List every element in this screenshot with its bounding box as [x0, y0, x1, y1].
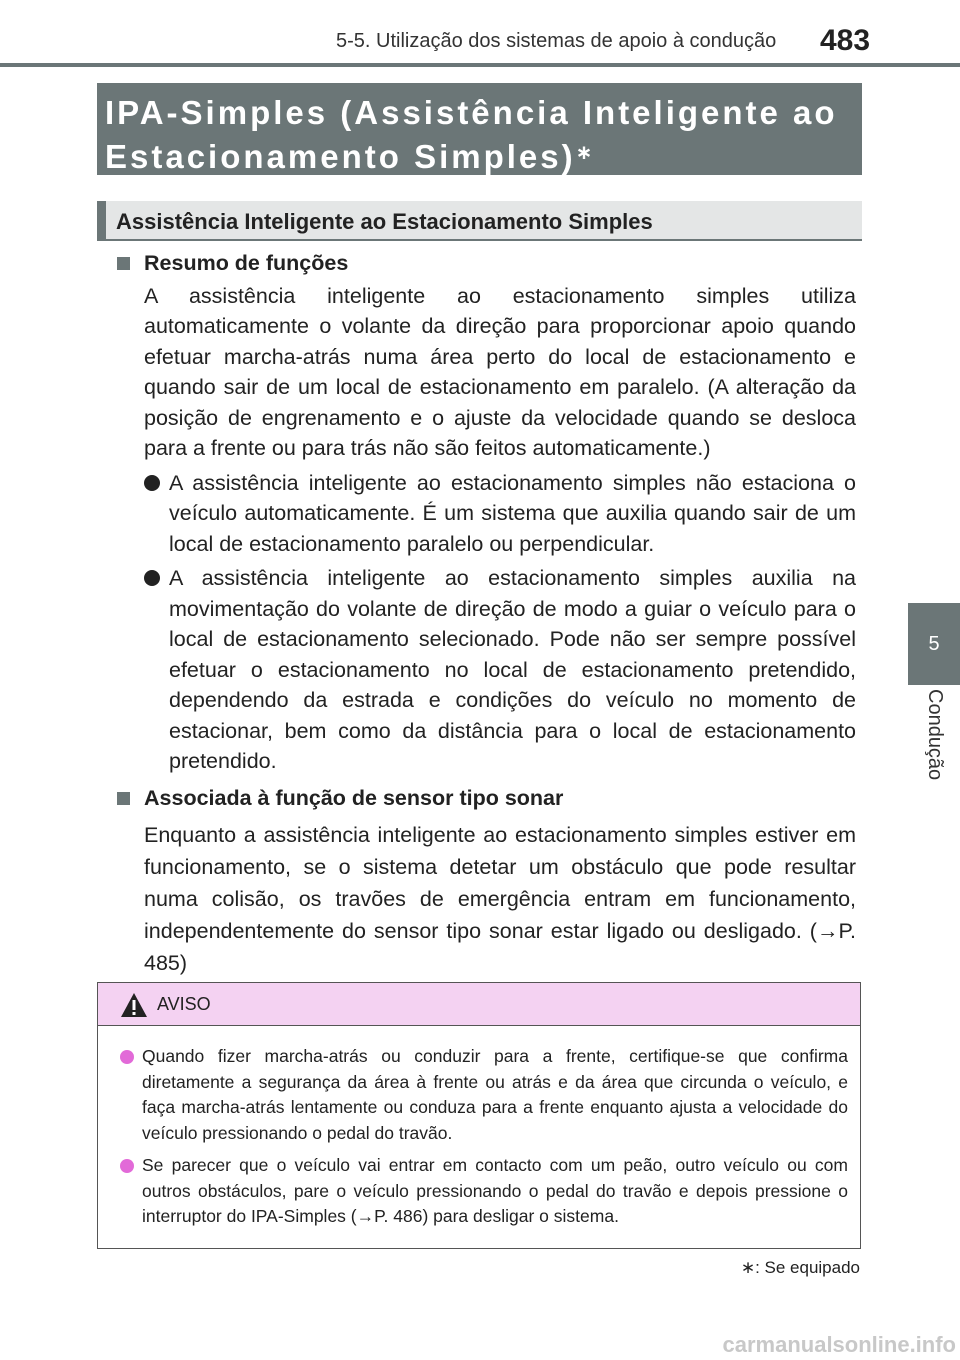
- warning-item: [120, 1044, 848, 1146]
- bullet-item: [144, 563, 856, 777]
- footnote: ∗: Se equipado: [740, 1258, 860, 1277]
- main-title-box: [97, 83, 862, 175]
- circle-bullet-icon: [144, 570, 160, 586]
- warning-item-text: Quando fizer marcha-atrás ou conduzir para a frente, certifique-se que confirma diretamente a segurança da área à frente ou atrás e da área que circunda o veículo, e faça marcha-atrás lentamente ou conduza para a frente enquanto ajusta a velocidade do veículo pressionando o pedal do travão.: [142, 1046, 848, 1143]
- main-title-text: IPA-Simples (Assistência Inteligente ao Estacionamento Simples): [105, 94, 838, 175]
- warning-item-text: Se parecer que o veículo vai entrar em contacto com um peão, outro veículo ou com outros obstáculos, pare o veículo pressionando o pedal do travão e depois pressione o interruptor do IPA-Simples (→P. 486) para desligar o sistema.: [142, 1155, 848, 1226]
- section-title: 5-5. Utilização dos sistemas de apoio à condução: [336, 30, 777, 52]
- pink-bullet-icon: [120, 1159, 134, 1173]
- heading-sonar: [117, 783, 856, 814]
- square-bullet-icon: [117, 257, 130, 270]
- page-number: 483: [820, 24, 871, 57]
- heading-sonar-text: Associada à função de sensor tipo sonar: [144, 785, 564, 810]
- page-header: [0, 0, 960, 70]
- bullet-item: [144, 468, 856, 560]
- heading-summary-text: Resumo de funções: [144, 251, 349, 275]
- chapter-tab-number[interactable]: 5: [908, 603, 960, 685]
- summary-paragraph: A assistência inteligente ao estacionamento simples utiliza automaticamente o volante da direção para proporcionar apoio quando efetuar marcha-atrás numa área perto do local de estacionamento e quando sair de um local de estacionamento em paralelo. (A alteração da posição de engrenamento e o ajuste da velocidade quando se desloca para a frente ou para trás não são feitos automaticamente.): [144, 283, 856, 460]
- heading-summary: [117, 248, 856, 279]
- sonar-paragraph: Enquanto a assistência inteligente ao estacionamento simples estiver em funcionamento, se o sistema detetar um obstáculo que pode resultar numa colisão, os travões de emergência entram em funcionamento, independentemente do sensor tipo sonar estar ligado ou desligado. (→P. 485): [144, 823, 856, 975]
- chapter-tab-label: [908, 689, 960, 889]
- chapter-tab-label-text: Condução: [924, 689, 946, 781]
- subsection-heading-text: Assistência Inteligente ao Estacionamento Simples: [116, 209, 653, 234]
- warning-header: [98, 983, 860, 1026]
- watermark: carmanualsonline.info: [722, 1332, 956, 1357]
- warning-triangle-icon: [120, 992, 148, 1018]
- pink-bullet-icon: [120, 1050, 134, 1064]
- warning-body: [120, 1044, 848, 1237]
- warning-box: [97, 982, 861, 1249]
- main-content: [117, 248, 856, 979]
- equipped-mark: ∗: [575, 142, 596, 164]
- warning-item: [120, 1153, 848, 1230]
- subsection-heading: [97, 201, 862, 241]
- main-title: [105, 91, 862, 179]
- header-divider: [0, 63, 960, 67]
- square-bullet-icon: [117, 792, 130, 805]
- warning-label: AVISO: [157, 994, 211, 1014]
- circle-bullet-icon: [144, 475, 160, 491]
- bullet-text: A assistência inteligente ao estacionamento simples auxilia na movimentação do volante de direção de modo a guiar o veículo para o local de estacionamento selecionado. Pode não ser sempre possível efetuar o estacionamento no local de estacionamento pretendido, dependendo da estrada e condições do veículo no momento de estacionar, bem como da distância para o local de estacionamento pretendido.: [169, 566, 856, 773]
- bullet-text: A assistência inteligente ao estacionamento simples não estaciona o veículo automaticamente. É um sistema que auxilia quando sair de um local de estacionamento paralelo ou perpendicular.: [169, 470, 856, 556]
